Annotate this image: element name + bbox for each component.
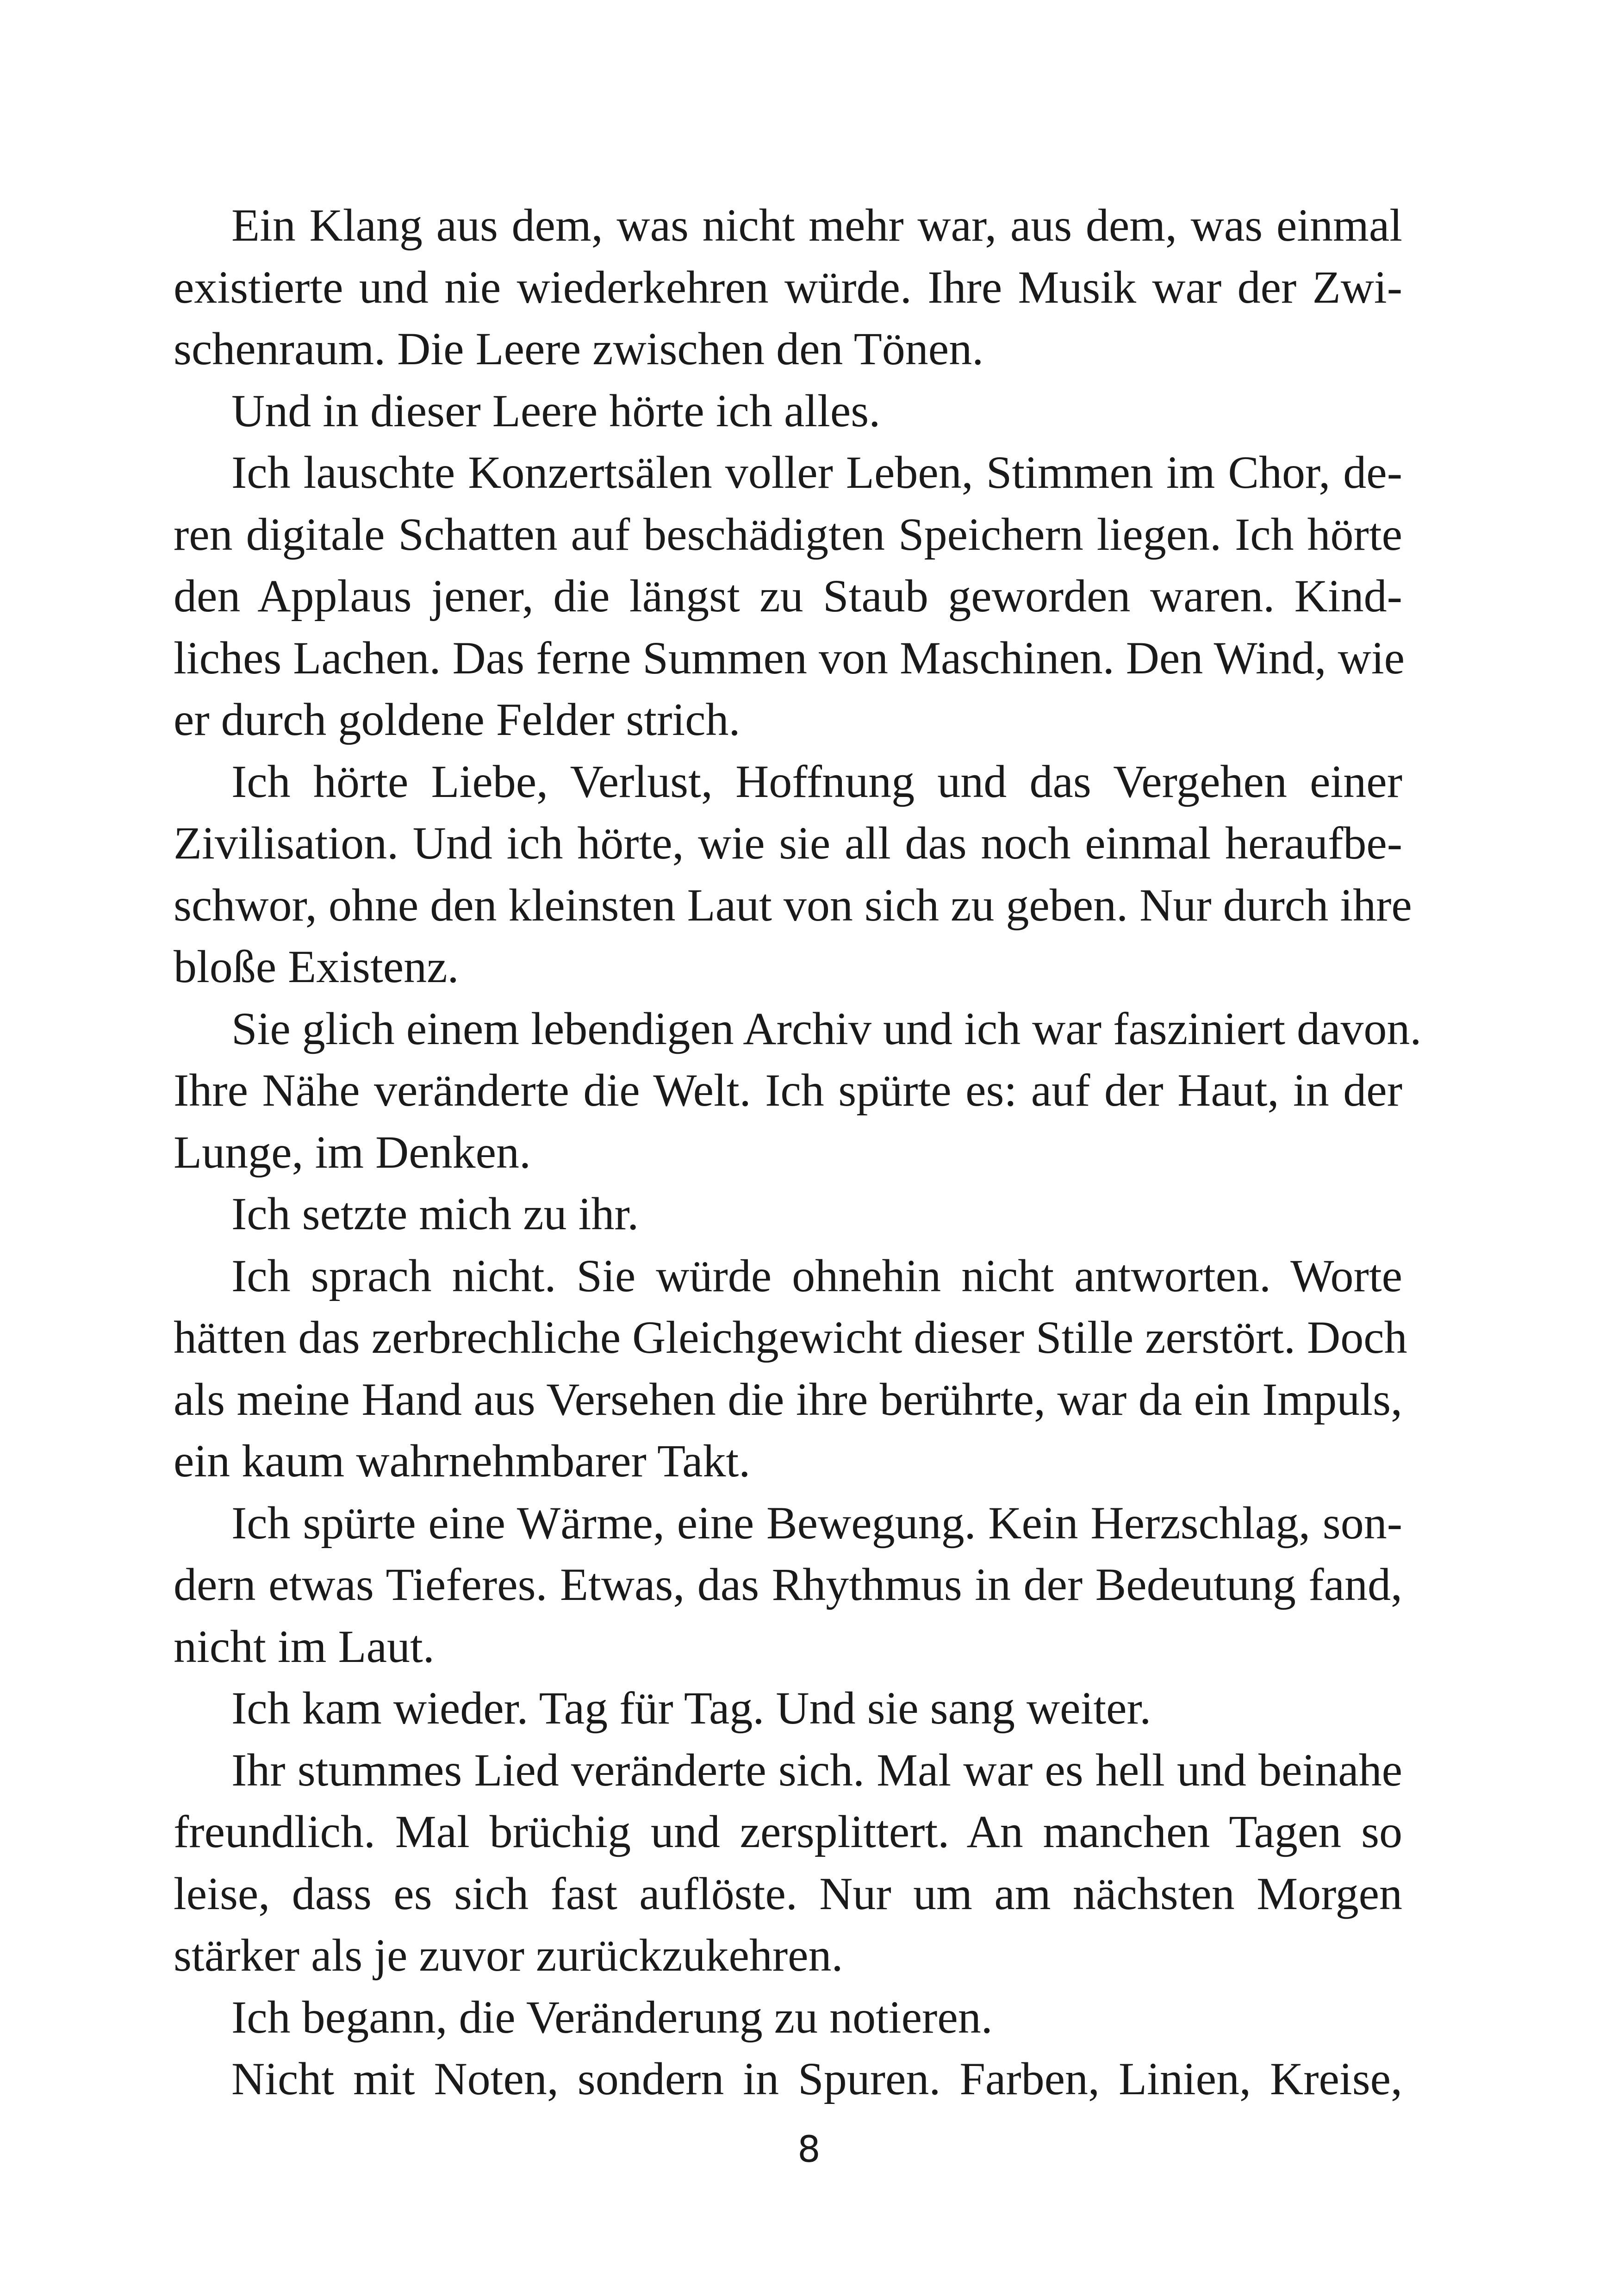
text-line: den Applaus jener, die längst zu Staub geworden waren. Kind- — [174, 570, 1402, 622]
text-line: Zivilisation. Und ich hörte, wie sie all das noch einmal heraufbe- — [174, 817, 1402, 869]
text-line: nicht im Laut. — [174, 1620, 435, 1672]
text-line: Nicht mit Noten, sondern in Spuren. Farben, Linien, Kreise, — [231, 2053, 1402, 2104]
text-line: Ich lauschte Konzertsälen voller Leben, Stimmen im Chor, de- — [231, 447, 1402, 498]
text-line: dern etwas Tieferes. Etwas, das Rhythmus in der Bedeutung fand, — [174, 1559, 1402, 1610]
text-line: Ihre Nähe veränderte die Welt. Ich spürte es: auf der Haut, in der — [174, 1064, 1402, 1116]
text-line: Ich begann, die Veränderung zu notieren. — [231, 1991, 993, 2043]
text-line: ein kaum wahrnehmbarer Takt. — [174, 1435, 751, 1487]
text-line: stärker als je zuvor zurückzukehren. — [174, 1929, 843, 1981]
body-text — [174, 194, 1422, 2110]
text-line: Ich setzte mich zu ihr. — [231, 1188, 639, 1239]
text-line: ren digitale Schatten auf beschädigten Speichern liegen. Ich hörte — [174, 508, 1402, 560]
text-line: leise, dass es sich fast auflöste. Nur um am nächsten Morgen — [174, 1867, 1402, 1919]
text-line: Ich sprach nicht. Sie würde ohnehin nicht antworten. Worte — [231, 1250, 1402, 1301]
text-line: Ein Klang aus dem, was nicht mehr war, aus dem, was einmal — [231, 199, 1402, 251]
text-line: Sie glich einem lebendigen Archiv und ich war fasziniert davon. — [231, 1002, 1422, 1054]
text-line: hätten das zerbrechliche Gleichgewicht dieser Stille zerstört. Doch — [174, 1312, 1407, 1363]
text-line: freundlich. Mal brüchig und zersplittert. An manchen Tagen so — [174, 1806, 1402, 1857]
text-line: liches Lachen. Das ferne Summen von Maschinen. Den Wind, wie — [174, 632, 1405, 684]
text-line: existierte und nie wiederkehren würde. Ihre Musik war der Zwi- — [174, 261, 1402, 313]
text-line: Und in dieser Leere hörte ich alles. — [231, 385, 881, 436]
text-line: als meine Hand aus Versehen die ihre berührte, war da ein Impuls, — [174, 1373, 1402, 1425]
text-line: Ich hörte Liebe, Verlust, Hoffnung und das Vergehen einer — [231, 755, 1402, 807]
text-line: Lunge, im Denken. — [174, 1126, 531, 1178]
text-line: schenraum. Die Leere zwischen den Tönen. — [174, 323, 984, 374]
text-line: schwor, ohne den kleinsten Laut von sich zu geben. Nur durch ihre — [174, 879, 1412, 931]
text-line: er durch goldene Felder strich. — [174, 694, 741, 745]
text-line: bloße Existenz. — [174, 941, 459, 992]
text-line: Ich spürte eine Wärme, eine Bewegung. Kein Herzschlag, son- — [231, 1497, 1402, 1549]
page-number: 8 — [797, 2129, 821, 2171]
text-line: Ich kam wieder. Tag für Tag. Und sie sang weiter. — [231, 1682, 1151, 1734]
text-line: Ihr stummes Lied veränderte sich. Mal war es hell und beinahe — [231, 1744, 1402, 1796]
